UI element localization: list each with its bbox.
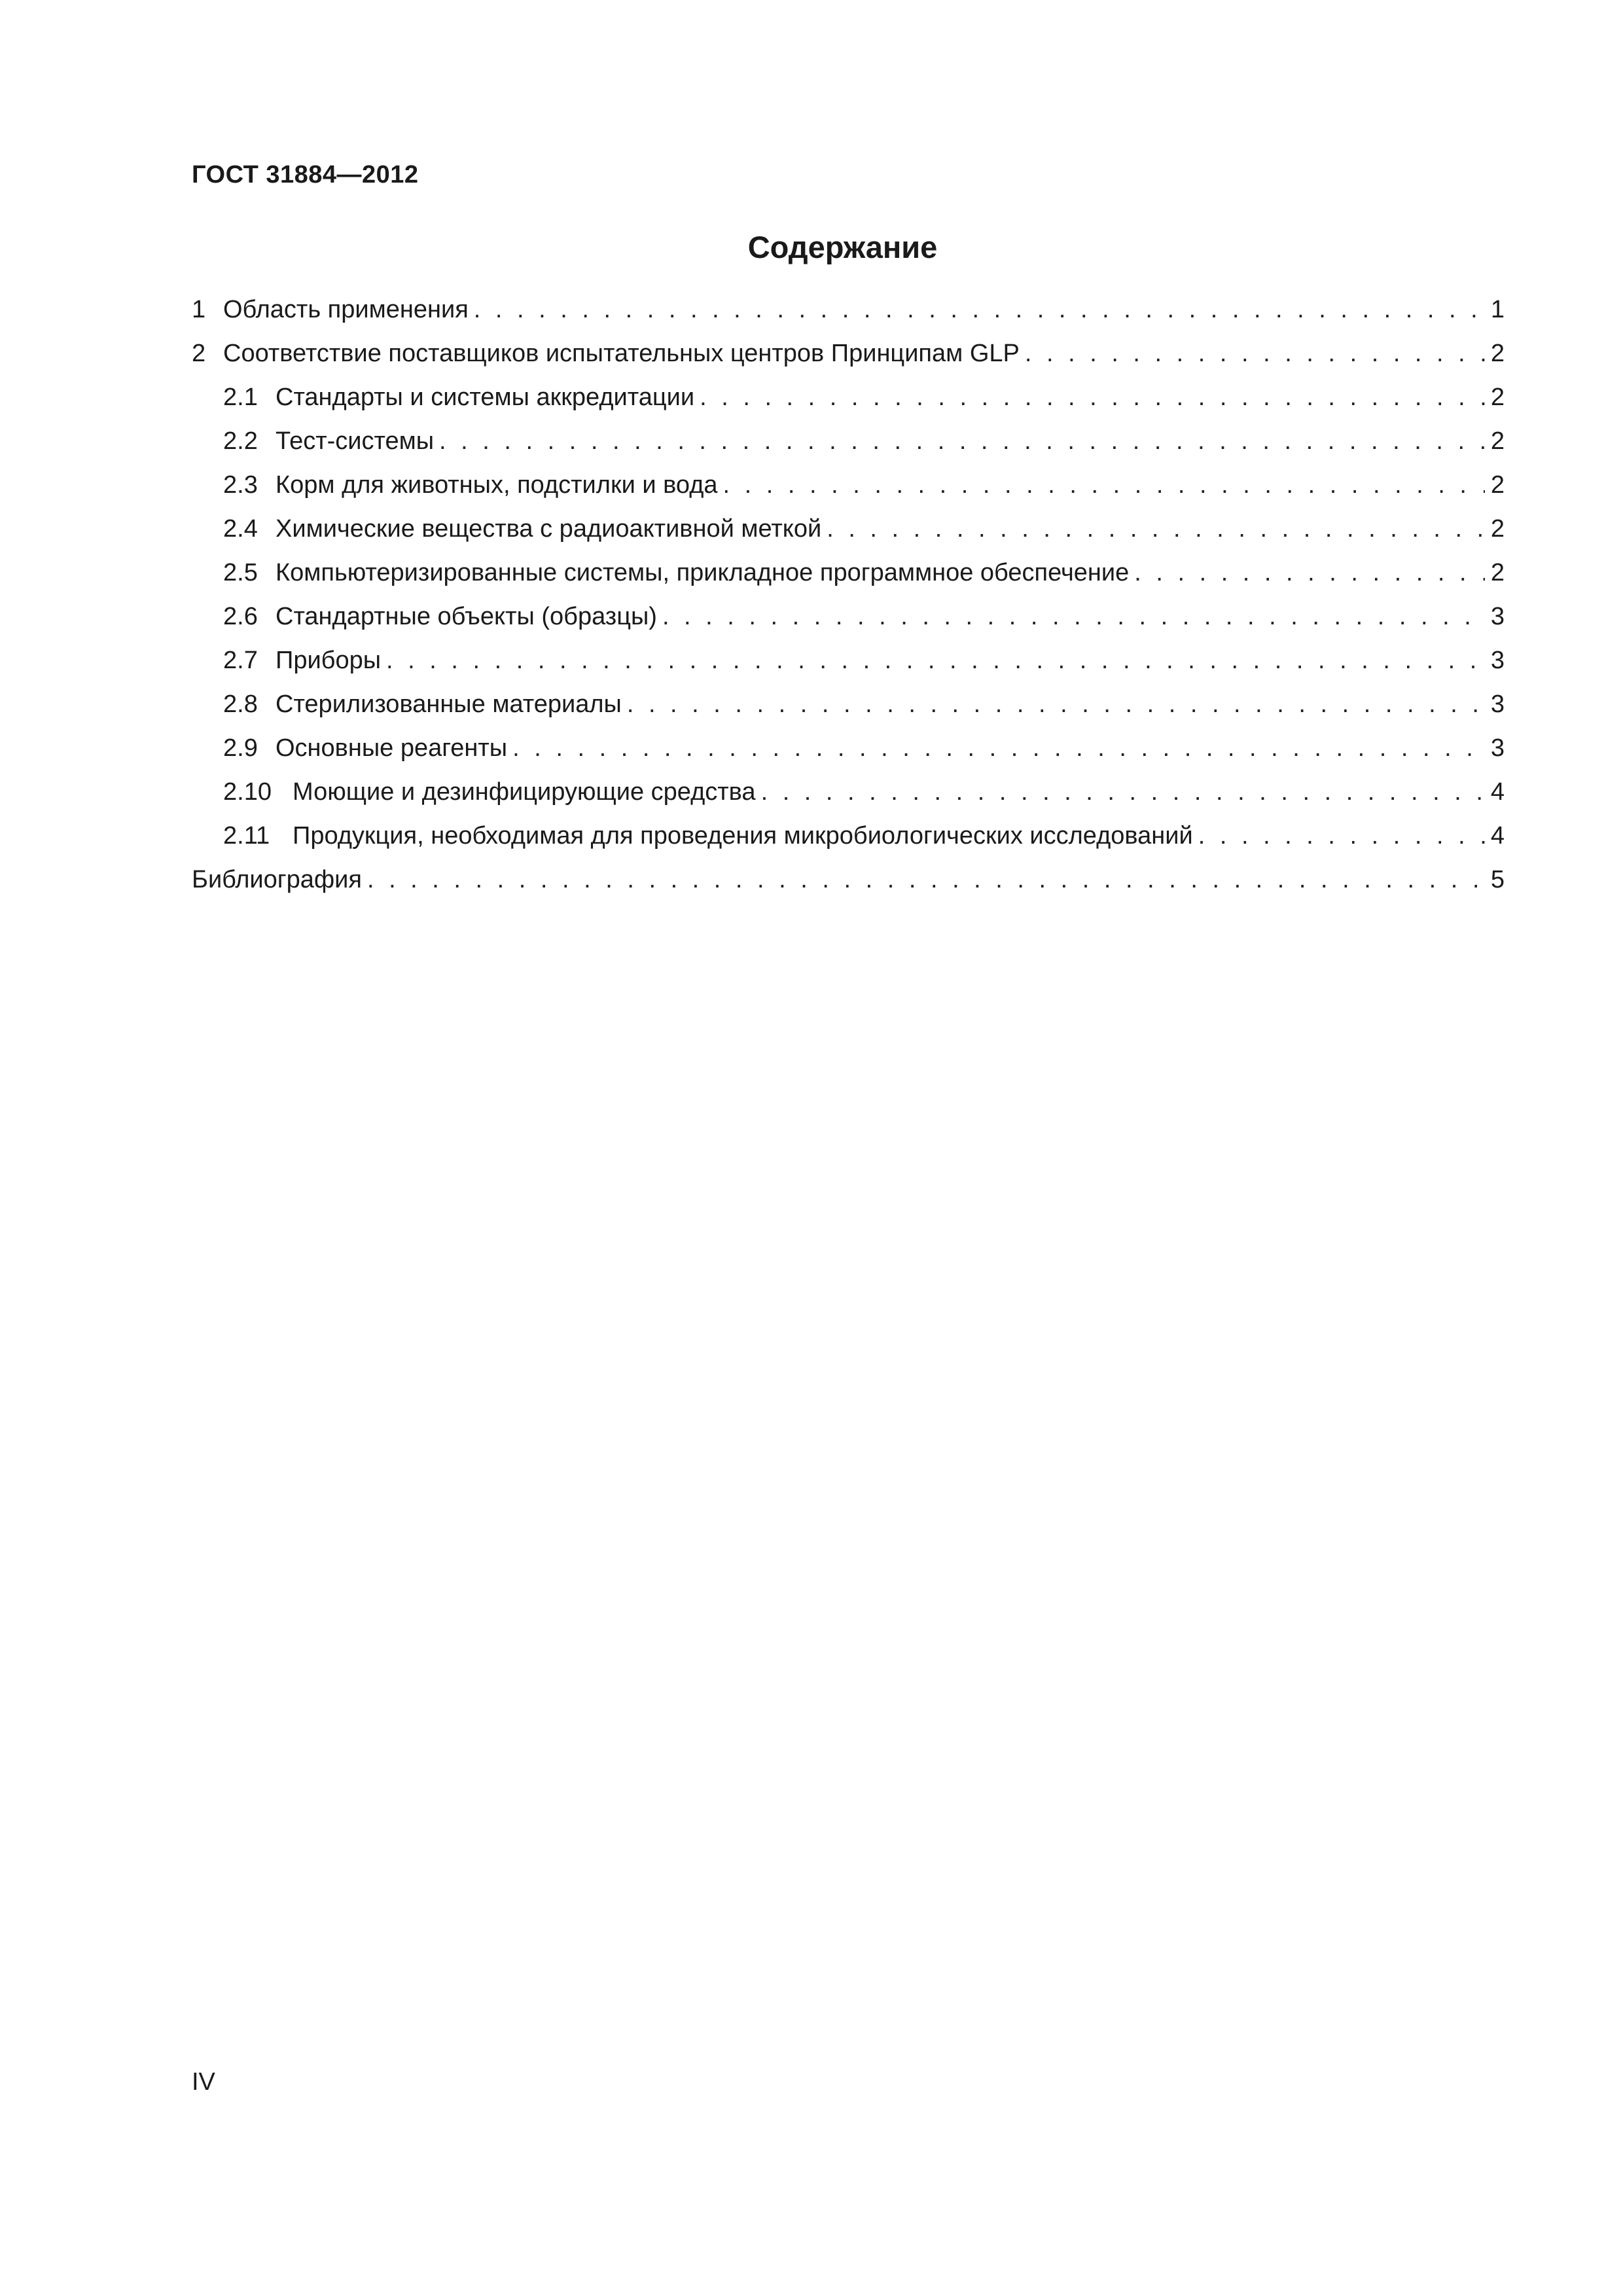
toc-entry[interactable] <box>192 866 1505 910</box>
toc-entry-page: 2 <box>1490 340 1505 367</box>
toc-title: Содержание <box>747 230 938 264</box>
toc-entry-number: 2 <box>192 340 206 367</box>
toc-entry-page: 2 <box>1490 559 1505 586</box>
toc-dot-leader <box>1198 822 1485 850</box>
page-number: IV <box>192 2068 215 2096</box>
toc-dot-leader <box>662 603 1485 631</box>
toc-entry[interactable] <box>192 691 1505 734</box>
toc-entry-page: 4 <box>1490 822 1505 850</box>
toc-entry-number: 2.1 <box>223 384 258 411</box>
table-of-contents <box>192 296 1505 910</box>
toc-entry[interactable] <box>192 778 1505 822</box>
toc-dot-leader <box>827 515 1485 543</box>
toc-entry-page: 2 <box>1490 384 1505 411</box>
toc-entry-page: 3 <box>1490 603 1505 630</box>
toc-dot-leader <box>386 647 1485 675</box>
toc-entry-label: Химические вещества с радиоактивной меткой <box>276 515 822 543</box>
toc-dot-leader <box>367 866 1485 894</box>
toc-entry-page: 3 <box>1490 691 1505 718</box>
toc-dot-leader <box>1025 340 1485 368</box>
toc-entry[interactable] <box>192 427 1505 471</box>
toc-entry[interactable] <box>192 296 1505 340</box>
toc-dot-leader <box>700 384 1485 412</box>
toc-entry-number: 2.8 <box>223 691 258 718</box>
toc-entry-label: Моющие и дезинфицирующие средства <box>293 778 756 806</box>
toc-entry-page: 2 <box>1490 515 1505 543</box>
toc-entry-label: Стандартные объекты (образцы) <box>276 603 657 630</box>
toc-entry-number: 2.11 <box>223 822 270 850</box>
toc-entry-page: 2 <box>1490 471 1505 499</box>
toc-entry-label: Соответствие поставщиков испытательных центров Принципам GLP <box>223 340 1020 367</box>
toc-dot-leader <box>761 778 1485 806</box>
toc-entry-page: 4 <box>1490 778 1505 806</box>
toc-entry-number: 2.5 <box>223 559 258 586</box>
toc-entry-number: 2.3 <box>223 471 258 499</box>
toc-entry-page: 2 <box>1490 427 1505 455</box>
toc-entry-label: Стерилизованные материалы <box>276 691 622 718</box>
toc-entry-page: 3 <box>1490 734 1505 762</box>
toc-entry-label: Корм для животных, подстилки и вода <box>276 471 718 499</box>
toc-entry[interactable] <box>192 603 1505 647</box>
toc-entry[interactable] <box>192 822 1505 866</box>
toc-entry-label: Тест-системы <box>276 427 435 455</box>
toc-entry-number: 2.10 <box>223 778 272 806</box>
toc-entry-label: Область применения <box>223 296 469 323</box>
toc-entry-page: 1 <box>1490 296 1505 323</box>
toc-entry-number: 2.9 <box>223 734 258 762</box>
toc-entry-page: 3 <box>1490 647 1505 674</box>
toc-dot-leader <box>723 471 1485 499</box>
document-standard-code: ГОСТ 31884—2012 <box>192 161 419 188</box>
toc-entry-number: 1 <box>192 296 206 323</box>
toc-entry-label: Приборы <box>276 647 382 674</box>
toc-entry-number: 2.2 <box>223 427 258 455</box>
toc-entry[interactable] <box>192 734 1505 778</box>
toc-entry[interactable] <box>192 515 1505 559</box>
toc-entry-label: Компьютеризированные системы, прикладное программное обеспечение <box>276 559 1130 586</box>
toc-dot-leader <box>512 734 1485 762</box>
toc-entry-number: 2.6 <box>223 603 258 630</box>
toc-entry[interactable] <box>192 559 1505 603</box>
toc-entry-number: 2.4 <box>223 515 258 543</box>
toc-entry-label: Основные реагенты <box>276 734 508 762</box>
toc-entry-number: 2.7 <box>223 647 258 674</box>
toc-dot-leader <box>474 296 1485 324</box>
toc-entry-label: Продукция, необходимая для проведения микробиологических исследований <box>293 822 1193 850</box>
toc-dot-leader <box>439 427 1485 456</box>
toc-entry[interactable] <box>192 384 1505 427</box>
toc-dot-leader <box>1134 559 1485 587</box>
toc-entry-label: Стандарты и системы аккредитации <box>276 384 695 411</box>
toc-entry[interactable] <box>192 471 1505 515</box>
toc-entry[interactable] <box>192 647 1505 691</box>
toc-entry[interactable] <box>192 340 1505 384</box>
toc-dot-leader <box>627 691 1485 719</box>
toc-entry-label: Библиография <box>192 866 362 893</box>
toc-entry-page: 5 <box>1490 866 1505 893</box>
